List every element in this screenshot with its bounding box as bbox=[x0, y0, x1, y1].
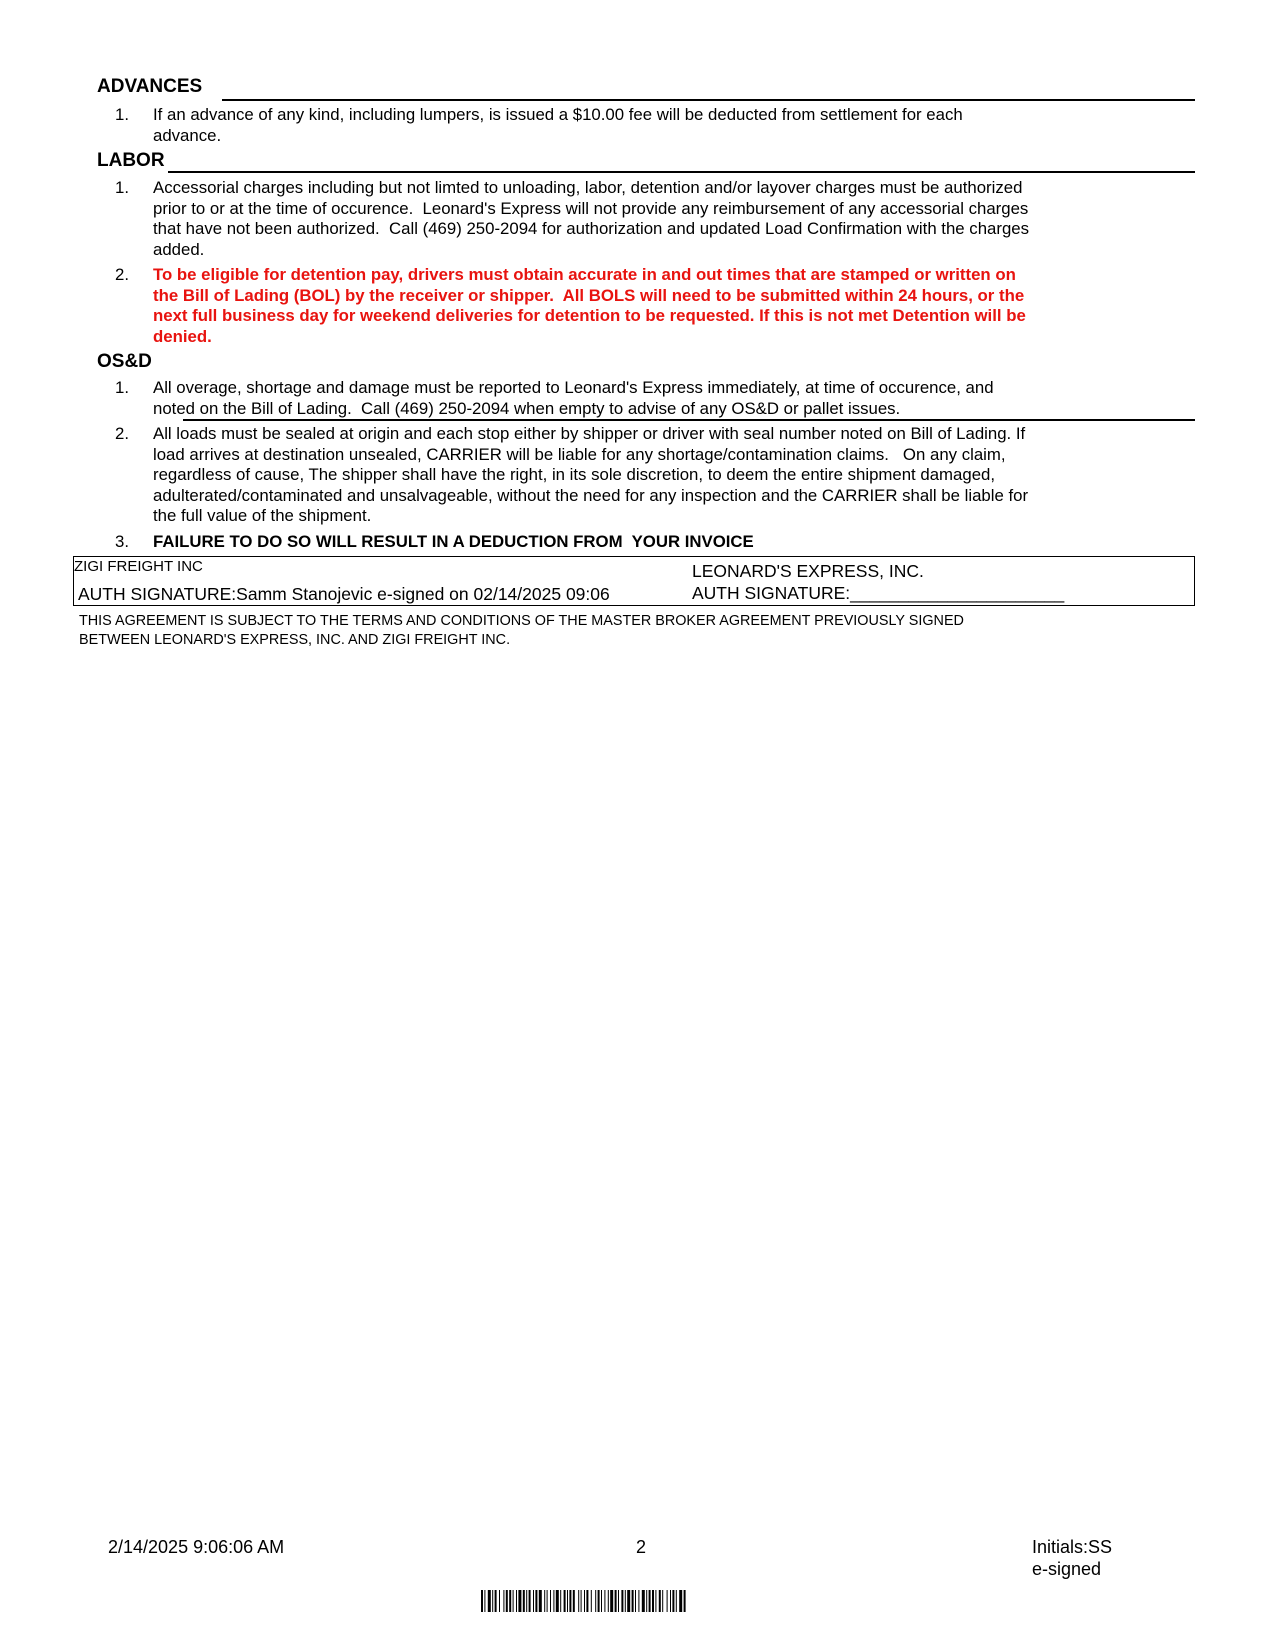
labor-item-2-detention-notice bbox=[115, 265, 1145, 347]
item-text: Accessorial charges including but not limted to unloading, labor, detention and/or layover charges must be authorized prior to or at the time of occurence. Leonard's Express will not provide any reimbursement of any accessorial charges that have not been authorized. Call (469) 250-2094 for authorization and updated Load Confirmation with the charges added. bbox=[153, 178, 1030, 259]
item-number: 1. bbox=[115, 105, 129, 124]
item-number: 2. bbox=[115, 424, 129, 443]
item-text: To be eligible for detention pay, drivers must obtain accurate in and out times that are stamped or written on the Bill of Lading (BOL) by the receiver or shipper. All BOLS will need to be submitted within 24 hours, or the next full business day for weekend deliveries for detention to be requested. If this is not met Detention will be denied. bbox=[153, 265, 1026, 346]
advances-rule bbox=[222, 99, 1195, 101]
item-text: If an advance of any kind, including lumpers, is issued a $10.00 fee will be deducted from settlement for each advance. bbox=[153, 105, 963, 145]
item-number: 3. bbox=[115, 532, 129, 551]
item-text: All overage, shortage and damage must be reported to Leonard's Express immediately, at time of occurence, and noted on the Bill of Lading. Call (469) 250-2094 when empty to advise of any OS&D or pallet issues. bbox=[153, 378, 994, 418]
advances-heading: ADVANCES bbox=[97, 76, 203, 97]
labor-heading: LABOR bbox=[97, 150, 165, 171]
item-text: All loads must be sealed at origin and each stop either by shipper or driver with seal number noted on Bill of Lading. If load arrives at destination unsealed, CARRIER will be liable for any shortage/contamination claims. On any claim, regardless of cause, The shipper shall have the right, in its sole discretion, to deem the entire shipment damaged, adulterated/contaminated and unsalvageable, without the need for any inspection and the CARRIER shall be liable for the full value of the shipment. bbox=[153, 424, 1029, 526]
item-number: 1. bbox=[115, 378, 129, 397]
advances-item-1 bbox=[115, 105, 1145, 146]
footer-timestamp: 2/14/2025 9:06:06 AM bbox=[108, 1537, 285, 1557]
osd-item-2 bbox=[115, 424, 1145, 527]
carrier-name: ZIGI FREIGHT INC bbox=[74, 558, 203, 575]
item-number: 2. bbox=[115, 265, 129, 284]
osd-heading: OS&D bbox=[97, 351, 152, 372]
carrier-signature: AUTH SIGNATURE:Samm Stanojevic e-signed on 02/14/2025 09:06 bbox=[78, 584, 610, 604]
page-number: 2 bbox=[636, 1537, 647, 1557]
item-text: FAILURE TO DO SO WILL RESULT IN A DEDUCTION FROM YOUR INVOICE bbox=[153, 532, 754, 551]
osd-rule bbox=[183, 419, 1195, 421]
item-number: 1. bbox=[115, 178, 129, 197]
footer-esigned: e-signed bbox=[1032, 1559, 1102, 1579]
labor-rule bbox=[168, 171, 1195, 173]
footer-initials: Initials:SS bbox=[1032, 1537, 1113, 1557]
osd-item-1 bbox=[115, 378, 1145, 419]
broker-name: LEONARD'S EXPRESS, INC. bbox=[692, 561, 924, 581]
osd-item-3 bbox=[115, 532, 1145, 553]
labor-item-1 bbox=[115, 178, 1145, 260]
signature-box bbox=[73, 556, 1195, 606]
broker-signature: AUTH SIGNATURE:______________________ bbox=[692, 583, 1065, 603]
barcode-icon bbox=[481, 1590, 865, 1612]
agreement-note: THIS AGREEMENT IS SUBJECT TO THE TERMS AND CONDITIONS OF THE MASTER BROKER AGREEMENT PREVIOUSLY SIGNED BETWEEN LEONARD'S EXPRESS, INC. AND ZIGI FREIGHT INC. bbox=[79, 613, 964, 648]
